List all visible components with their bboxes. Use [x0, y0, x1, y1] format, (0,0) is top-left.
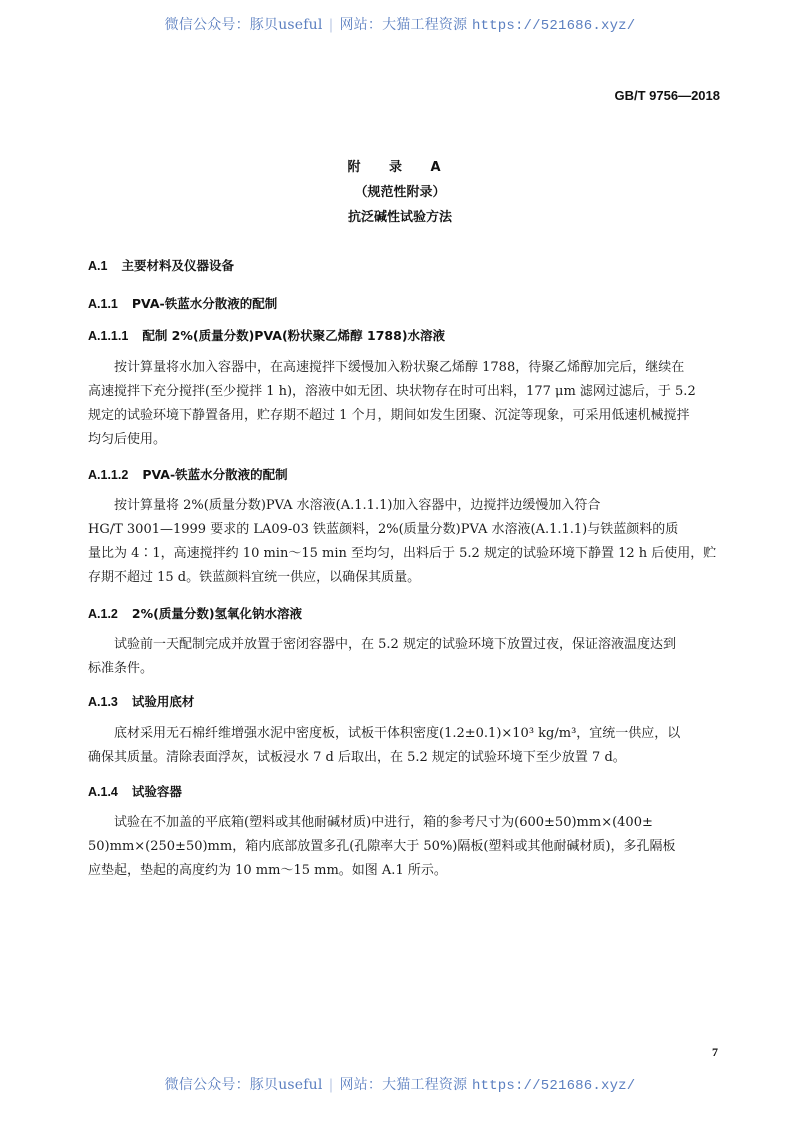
- section-title: 试验容器: [131, 784, 182, 799]
- section-number: A.1.1.1: [88, 329, 129, 343]
- section-heading-a1-1-2: [88, 465, 288, 483]
- section-heading-a1-4: [88, 782, 182, 800]
- watermark-bottom: [0, 1074, 800, 1094]
- paragraph-line: 确保其质量。清除表面浮灰，试板浸水 7 d 后取出，在 5.2 规定的试验环境下至少放置 7 d。: [88, 750, 626, 765]
- annex-name: 抗泛碱性试验方法: [347, 210, 452, 225]
- watermark-url[interactable]: https://521686.xyz/: [471, 1078, 636, 1094]
- page-number: 7: [712, 1045, 718, 1059]
- paragraph-line: 应垫起，垫起的高度约为 10 mm～15 mm。如图 A.1 所示。: [88, 863, 447, 878]
- section-number: A.1.1: [88, 297, 118, 311]
- section-heading-a1-3: [88, 692, 194, 710]
- paragraph-line: 按计算量将 2%(质量分数)PVA 水溶液(A.1.1.1)加入容器中，边搅拌边缓慢加入符合: [114, 498, 601, 513]
- section-number: A.1.2: [88, 607, 118, 621]
- paragraph-a1-1-1: [88, 356, 721, 452]
- section-title: 2%(质量分数)氢氧化钠水溶液: [131, 606, 303, 621]
- paragraph-line: 50)mm×(250±50)mm，箱内底部放置多孔(孔隙率大于 50%)隔板(塑料或其他耐碱材质)，多孔隔板: [88, 839, 676, 854]
- section-title: 试验用底材: [131, 694, 195, 709]
- section-number: A.1.4: [88, 785, 118, 799]
- paragraph-a1-4: [88, 811, 721, 883]
- watermark-site: 网站：大猫工程资源: [339, 1077, 468, 1093]
- watermark-wechat: 微信公众号：豚贝useful: [164, 1077, 323, 1093]
- paragraph-a1-3: [88, 722, 721, 770]
- paragraph-line: 按计算量将水加入容器中，在高速搅拌下缓慢加入粉状聚乙烯醇 1788，待聚乙烯醇加完后，继续在: [114, 360, 685, 375]
- annex-type: （规范性附录）: [354, 185, 446, 200]
- paragraph-line: 底材采用无石棉纤维增强水泥中密度板，试板干体积密度(1.2±0.1)×10³ kg/m³，宜统一供应，以: [114, 726, 681, 741]
- section-number: A.1: [88, 259, 108, 273]
- paragraph-line: 量比为 4∶1，高速搅拌约 10 min～15 min 至均匀，出料后于 5.2 规定的试验环境下静置 12 h 后使用，贮: [88, 546, 717, 561]
- paragraph-line: 高速搅拌下充分搅拌(至少搅拌 1 h)，溶液中如无团、块状物存在时可出料，177 μm 滤网过滤后，于 5.2: [88, 384, 696, 399]
- section-heading-a1-1: [88, 294, 277, 312]
- section-heading-a1-1-1: [88, 326, 445, 344]
- paragraph-line: 试验前一天配制完成并放置于密闭容器中，在 5.2 规定的试验环境下放置过夜，保证溶液温度达到: [114, 637, 676, 652]
- section-title: PVA-铁蓝水分散液的配制: [142, 467, 288, 482]
- paragraph-line: 标准条件。: [88, 661, 154, 676]
- annex-title: 附 录 A: [347, 160, 453, 175]
- paragraph-line: 均匀后使用。: [88, 432, 167, 447]
- watermark-url[interactable]: https://521686.xyz/: [471, 18, 636, 34]
- paragraph-a1-1-2: [88, 494, 721, 590]
- section-title: 主要材料及仪器设备: [121, 258, 234, 273]
- watermark-site: 网站：大猫工程资源: [339, 17, 468, 33]
- section-title: PVA-铁蓝水分散液的配制: [131, 296, 278, 311]
- section-title: 配制 2%(质量分数)PVA(粉状聚乙烯醇 1788)水溶液: [142, 328, 446, 343]
- watermark-separator: |: [328, 17, 334, 33]
- section-heading-a1-2: [88, 604, 302, 622]
- section-number: A.1.1.2: [88, 468, 129, 482]
- watermark-wechat: 微信公众号：豚贝useful: [164, 17, 323, 33]
- watermark-top: [0, 14, 800, 34]
- paragraph-a1-2: [88, 633, 721, 681]
- paragraph-line: 规定的试验环境下静置备用，贮存期不超过 1 个月，期间如发生团聚、沉淀等现象，可采用低速机械搅拌: [88, 408, 690, 423]
- watermark-separator: |: [328, 1077, 334, 1093]
- paragraph-line: 存期不超过 15 d。铁蓝颜料宜统一供应，以确保其质量。: [88, 570, 421, 585]
- section-number: A.1.3: [88, 695, 118, 709]
- paragraph-line: HG/T 3001—1999 要求的 LA09-03 铁蓝颜料，2%(质量分数)PVA 水溶液(A.1.1.1)与铁蓝颜料的质: [88, 522, 679, 537]
- section-heading-a1: [88, 256, 234, 274]
- paragraph-line: 试验在不加盖的平底箱(塑料或其他耐碱材质)中进行，箱的参考尺寸为(600±50)mm×(400±: [114, 815, 653, 830]
- standard-code: GB/T 9756—2018: [614, 88, 720, 103]
